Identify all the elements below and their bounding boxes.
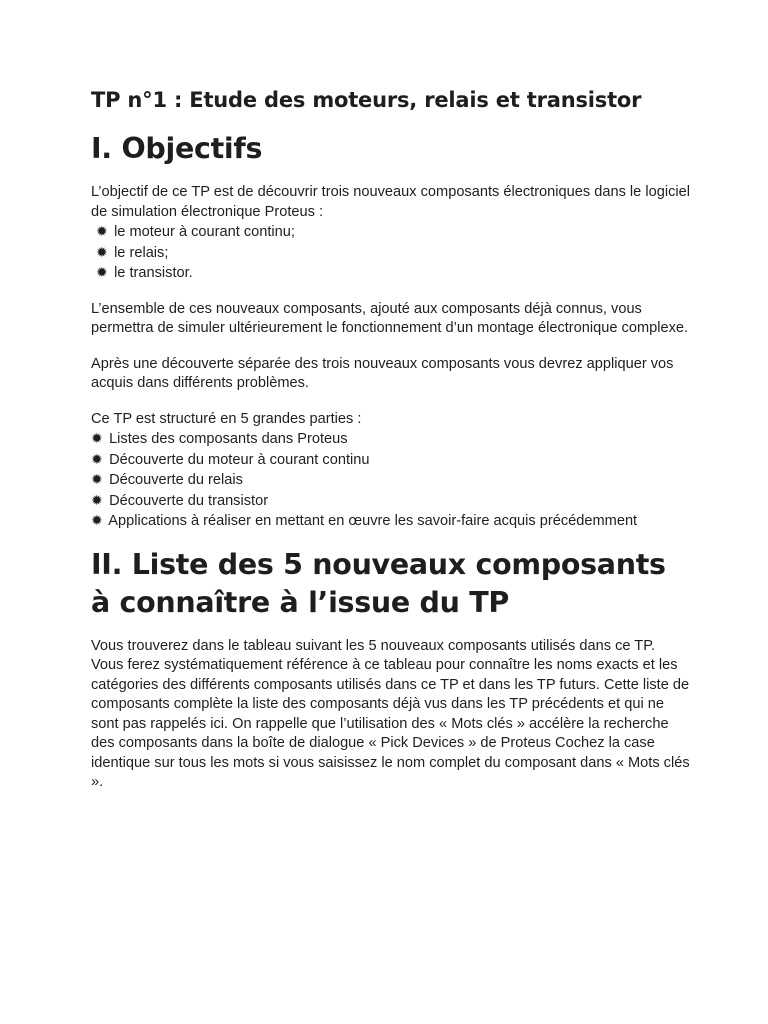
list-item: ✹ le moteur à courant continu; [96, 223, 295, 240]
parts-list [91, 429, 691, 532]
star-bullet-icon: ✹ [91, 450, 103, 467]
star-bullet-icon: ✹ [96, 223, 108, 239]
objectifs-intro-paragraph: L’objectif de ce TP est de découvrir trois nouveaux composants électroniques dans le logiciel de simulation électronique Proteus : [91, 184, 690, 220]
star-bullet-icon: ✹ [91, 471, 103, 487]
document-page [91, 84, 691, 793]
list-item: ✹ le transistor. [96, 264, 193, 281]
list-item: ✹ Découverte du relais [91, 471, 243, 488]
list-item: ✹ Applications à réaliser en mettant en œuvre les savoir-faire acquis précédemment [91, 512, 638, 529]
components-list [91, 222, 691, 284]
liste-composants-paragraph: Vous trouverez dans le tableau suivant les 5 nouveaux composants utilisés dans ce TP. Vous ferez systématiquement référence à ce tableau pour connaître les noms exacts et les catégories des différents composants utilisés dans ce TP et dans les TP futurs. Cette liste de composants complète la liste des composants déjà vus dans les TP précédents et qui ne sont pas rappelés ici. On rappelle que l’utilisation des « Mots clés » accélère la recherche des composants dans la boîte de dialogue « Pick Devices » de Proteus Cochez la case identique sur tous les mots si vous saisissez le nom complet du composant dans « Mots clés ». [91, 637, 690, 790]
star-bullet-icon: ✹ [96, 243, 108, 260]
list-item: ✹ Découverte du moteur à courant continu [91, 450, 370, 468]
list-item: ✹ le relais; [96, 243, 169, 261]
star-bullet-icon: ✹ [91, 430, 103, 446]
list-item: ✹ Découverte du transistor [91, 491, 269, 509]
section-heading-liste-composants: II. Liste des 5 nouveaux composants à connaître à l’issue du TP [91, 547, 666, 619]
document-title: TP n°1 : Etude des moteurs, relais et transistor [91, 88, 642, 112]
objectifs-paragraph-3: Après une découverte séparée des trois nouveaux composants vous devrez appliquer vos acquis dans différents problèmes. [91, 355, 674, 391]
objectifs-paragraph-2: L’ensemble de ces nouveaux composants, ajouté aux composants déjà connus, vous permettra de simuler ultérieurement le fonctionnement d’un montage électronique complexe. [91, 300, 689, 336]
objectifs-paragraph-4: Ce TP est structuré en 5 grandes parties : [91, 410, 362, 427]
star-bullet-icon: ✹ [91, 512, 103, 528]
section-heading-objectifs: I. Objectifs [91, 132, 263, 165]
star-bullet-icon: ✹ [91, 491, 103, 508]
star-bullet-icon: ✹ [96, 264, 108, 280]
list-item: ✹ Listes des composants dans Proteus [91, 430, 348, 447]
